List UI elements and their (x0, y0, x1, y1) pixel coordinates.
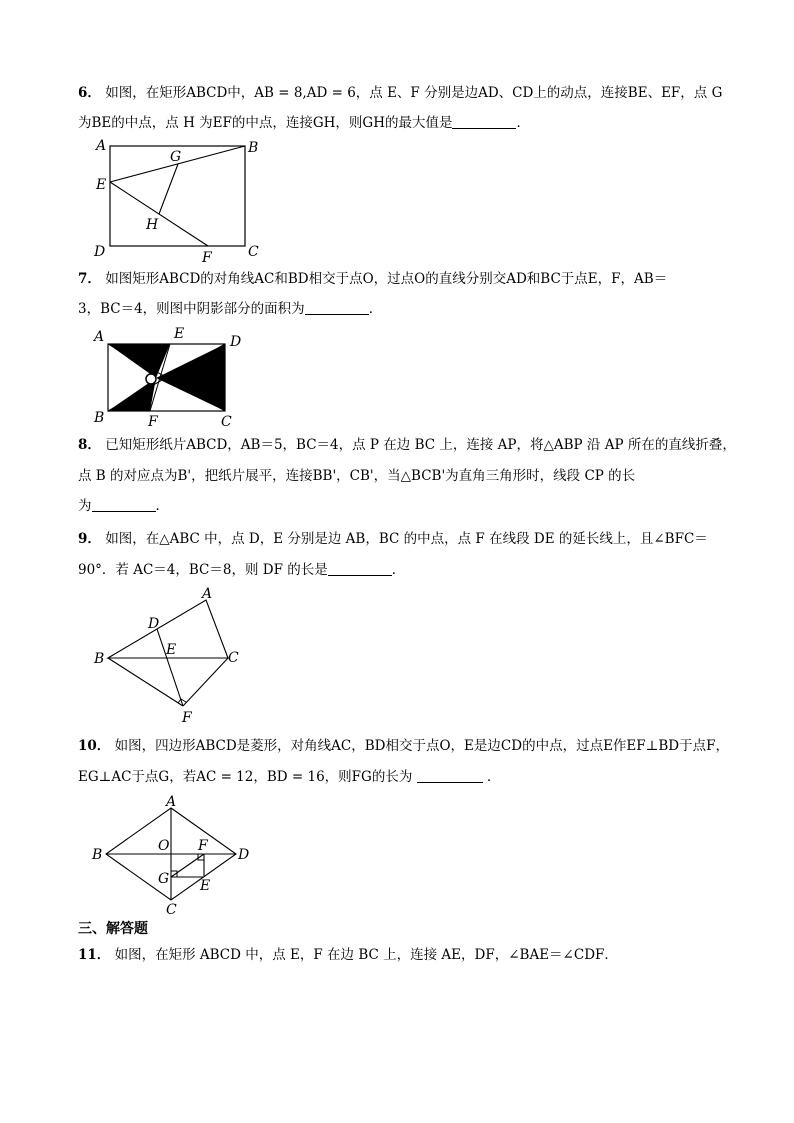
q6-number: 6． (78, 85, 101, 101)
q7-answer-blank[interactable] (305, 300, 369, 315)
q8-number: 8． (78, 437, 101, 453)
q10-text-2: EG⊥AC于点G，若AC = 12，BD = 16，则FG的长为 (78, 769, 413, 785)
q6-label-d: D (94, 244, 106, 260)
q6-line1 (78, 84, 722, 102)
q7-label-c: C (221, 414, 232, 430)
section-heading: 三、解答题 (78, 921, 148, 937)
q6-segment-gh (159, 164, 178, 214)
q7-label-f: F (148, 414, 158, 430)
q6-label-c: C (248, 244, 259, 260)
q9-segment-df (157, 629, 183, 706)
q6-label-g: G (170, 149, 182, 165)
q6-figure (88, 134, 278, 264)
q9-label-b: B (94, 651, 105, 667)
q7-label-b: B (94, 410, 105, 426)
q10-segment-fg (171, 854, 204, 877)
q10-label-c: C (166, 902, 177, 918)
q10-label-d: D (238, 847, 250, 863)
q7-label-d: D (230, 334, 242, 350)
q10-label-a: A (166, 794, 177, 810)
q8-text-1: 已知矩形纸片ABCD，AB＝5，BC＝4，点 P 在边 BC 上，连接 AP，将△ABP 沿 AP 所在的直线折叠， (105, 437, 736, 453)
q10-label-e: E (200, 878, 211, 894)
q6-label-e: E (96, 177, 107, 193)
q10-label-f: F (198, 838, 208, 854)
q9-label-a: A (202, 586, 213, 602)
q10-figure (88, 792, 258, 922)
q6-line2 (78, 114, 530, 132)
q11-text-1: 如图，在矩形 ABCD 中，点 E，F 在边 BC 上，连接 AE，DF，∠BAE＝∠CDF． (114, 947, 618, 963)
q6-label-h: H (146, 217, 159, 233)
q8-line3 (78, 497, 169, 515)
q9-segment-cf (183, 658, 228, 706)
q6-label-b: B (248, 140, 259, 156)
q9-label-f: F (182, 710, 192, 726)
q9-label-e: E (166, 642, 177, 658)
q7-line2 (78, 300, 382, 318)
q7-label-e: E (174, 326, 185, 342)
q10-label-g: G (158, 871, 170, 887)
q10-label-o: O (158, 838, 170, 854)
q7-line1 (78, 270, 667, 288)
q7-number: 7． (78, 271, 101, 287)
q9-number: 9． (78, 531, 101, 547)
q8-text-2: 点 B 的对应点为B'，把纸片展平，连接BB'，CB'，当△BCB'为直角三角形时，线段 CP 的长 (78, 468, 636, 484)
q10-line1 (78, 737, 729, 755)
q7-label-a: A (94, 329, 105, 345)
q9-text-2: 90°．若 AC＝4，BC＝8，则 DF 的长是 (78, 562, 328, 578)
q6-period: ． (516, 115, 530, 131)
q6-label-f: F (202, 250, 212, 266)
q11-number: 11． (78, 947, 111, 963)
q9-line1 (78, 530, 708, 548)
q6-label-a: A (96, 138, 107, 154)
q10-text-1: 如图，四边形ABCD是菱形，对角线AC，BD相交于点O，E是边CD的中点，过点E作EF⊥BD于点F， (114, 738, 729, 754)
q8-period: ． (155, 498, 169, 514)
q11-line1 (78, 946, 618, 964)
q7-figure (88, 322, 258, 432)
q9-period: ． (391, 562, 406, 578)
q10-line2 (78, 768, 500, 786)
q10-answer-blank[interactable] (417, 768, 483, 783)
q9-label-d: D (148, 616, 160, 632)
q8-answer-blank[interactable] (92, 497, 156, 512)
q7-period: ． (368, 301, 383, 317)
q9-line2 (78, 561, 405, 579)
q6-text-1: 如图，在矩形ABCD中，AB = 8,AD = 6，点 E、F 分别是边AD、CD上的动点，连接BE、EF，点 G (105, 85, 723, 101)
q10-period: ． (486, 769, 501, 785)
q10-label-b: B (92, 847, 103, 863)
q6-answer-blank[interactable] (452, 114, 516, 129)
q9-figure (88, 584, 258, 729)
q7-text-2: 3，BC＝4，则图中阴影部分的面积为 (78, 301, 305, 317)
q8-line1 (78, 436, 736, 454)
q9-text-1: 如图，在△ABC 中，点 D，E 分别是边 AB，BC 的中点，点 F 在线段 DE 的延长线上，且∠BFC＝ (105, 531, 708, 547)
q8-line2 (78, 467, 635, 485)
q7-point-o (146, 374, 156, 384)
q9-answer-blank[interactable] (328, 561, 392, 576)
q9-label-c: C (228, 650, 239, 666)
q6-text-2: 为BE的中点，点 H 为EF的中点，连接GH，则GH的最大值是 (78, 115, 453, 131)
q10-number: 10． (78, 738, 111, 754)
q8-text-3: 为 (78, 498, 92, 514)
q7-text-1: 如图矩形ABCD的对角线AC和BD相交于点O，过点O的直线分别交AD和BC于点E，F，AB＝ (105, 271, 668, 287)
q9-segment-bf (108, 658, 183, 706)
